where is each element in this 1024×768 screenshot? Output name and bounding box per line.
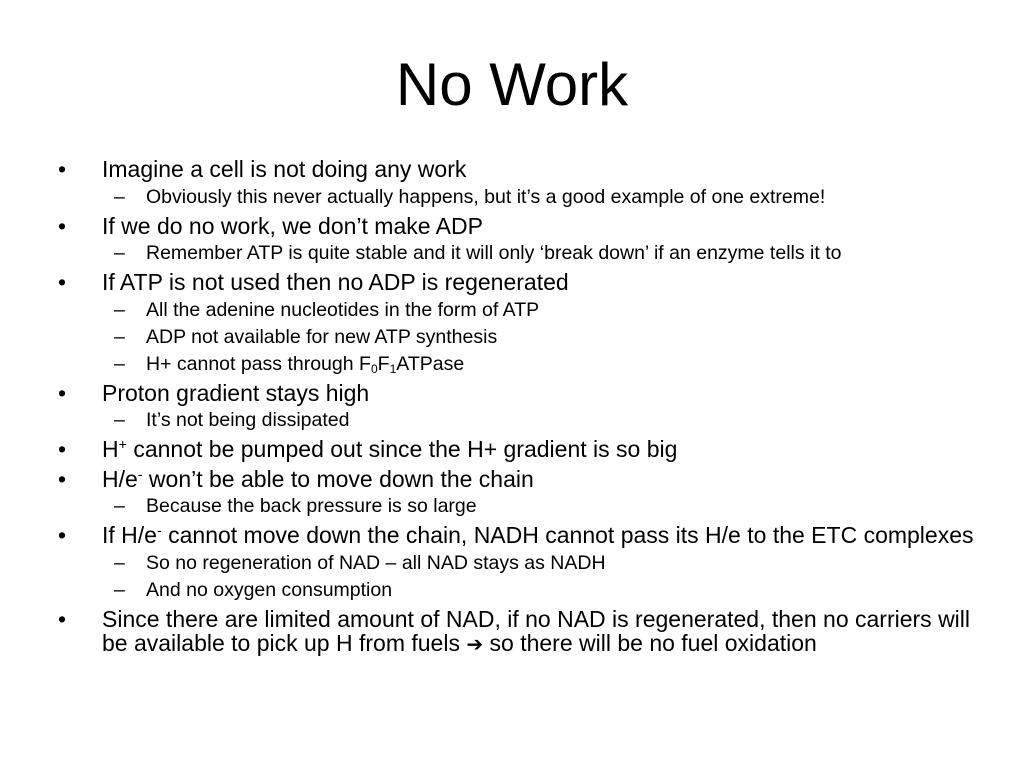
bullet-marker: • — [58, 379, 67, 406]
bullet-item — [58, 381, 998, 406]
sub-bullet-text: Because the back pressure is so large — [146, 495, 477, 517]
sub-bullet-item — [58, 409, 998, 432]
bullet-text: Proton gradient stays high — [102, 379, 370, 406]
sub-bullet-text: Obviously this never actually happens, but it’s a good example of one extreme! — [146, 185, 826, 208]
sub-bullet-item — [58, 186, 998, 209]
sub-bullet-item — [58, 353, 998, 376]
superscript: - — [156, 523, 162, 540]
bullet-text — [102, 466, 534, 492]
text-run: won’t be able to move down the chain — [142, 465, 534, 492]
sub-bullet-marker: – — [114, 578, 125, 601]
sub-bullet-text: And no oxygen consumption — [146, 578, 393, 601]
sub-bullet-text: It’s not being dissipated — [146, 409, 350, 431]
bullet-item — [58, 270, 998, 295]
bullet-text — [102, 522, 974, 548]
bullet-text: If we do no work, we don’t make ADP — [102, 212, 483, 239]
subscript: 1 — [389, 361, 397, 376]
bullet-item — [58, 523, 998, 548]
sub-bullet-marker: – — [114, 495, 125, 517]
text-run: If H/e — [102, 522, 157, 548]
sub-bullet-text: Remember ATP is quite stable and it will only ‘break down’ if an enzyme tells it to — [146, 242, 842, 264]
bullet-marker: • — [58, 269, 67, 295]
text-run: Since there are limited amount of NAD, if no NAD is regenerated, then no carriers will be available to pick up H from fuels — [102, 605, 971, 656]
sub-bullet-item — [58, 326, 998, 349]
sub-bullet-text: So no regeneration of NAD – all NAD stays as NADH — [146, 551, 606, 574]
bullet-item — [58, 157, 998, 182]
text-run: F — [377, 352, 390, 375]
sub-bullet-item — [58, 579, 998, 602]
bullet-item — [58, 467, 998, 492]
arrow-right-icon: ➔ — [466, 632, 484, 656]
slide-content — [58, 152, 998, 657]
sub-bullet-text — [146, 353, 464, 375]
sub-bullet-text: ADP not available for new ATP synthesis — [146, 325, 498, 348]
sub-bullet-marker: – — [114, 409, 125, 431]
subscript: 0 — [370, 361, 378, 376]
text-run: so there will be no fuel oxidation — [483, 630, 817, 656]
bullet-text — [102, 606, 970, 657]
bullet-item — [58, 437, 998, 462]
bullet-text — [102, 436, 677, 462]
sub-bullet-marker: – — [114, 352, 125, 375]
bullet-marker: • — [58, 465, 67, 492]
sub-bullet-marker: – — [114, 242, 125, 264]
text-run: ATPase — [396, 352, 465, 375]
bullet-item — [58, 214, 998, 239]
sub-bullet-marker: – — [114, 325, 125, 348]
bullet-item — [58, 607, 998, 657]
sub-bullet-item — [58, 299, 998, 322]
slide-title: No Work — [395, 51, 629, 118]
sub-bullet-item — [58, 552, 998, 575]
sub-bullet-text: All the adenine nucleotides in the form of ATP — [146, 298, 540, 321]
bullet-marker: • — [58, 605, 67, 632]
bullet-marker: • — [58, 436, 67, 462]
text-run: H+ cannot pass through F — [146, 352, 371, 375]
sub-bullet-marker: – — [114, 185, 125, 208]
text-run: H/e — [102, 465, 138, 492]
bullet-text: Imagine a cell is not doing any work — [102, 156, 467, 182]
bullet-marker: • — [58, 212, 67, 239]
bullet-marker: • — [58, 522, 67, 548]
bullet-marker: • — [58, 156, 67, 182]
sub-bullet-marker: – — [114, 551, 125, 574]
superscript: - — [137, 466, 143, 483]
bullet-text: If ATP is not used then no ADP is regenerated — [102, 269, 569, 295]
superscript: + — [118, 437, 127, 454]
sub-bullet-item — [58, 242, 998, 265]
sub-bullet-item — [58, 495, 998, 518]
text-run: cannot be pumped out since the H+ gradient is so big — [126, 436, 678, 462]
text-run: H — [102, 436, 119, 462]
text-run: cannot move down the chain, NADH cannot pass its H/e to the ETC complexes — [161, 522, 974, 548]
sub-bullet-marker: – — [114, 298, 125, 321]
